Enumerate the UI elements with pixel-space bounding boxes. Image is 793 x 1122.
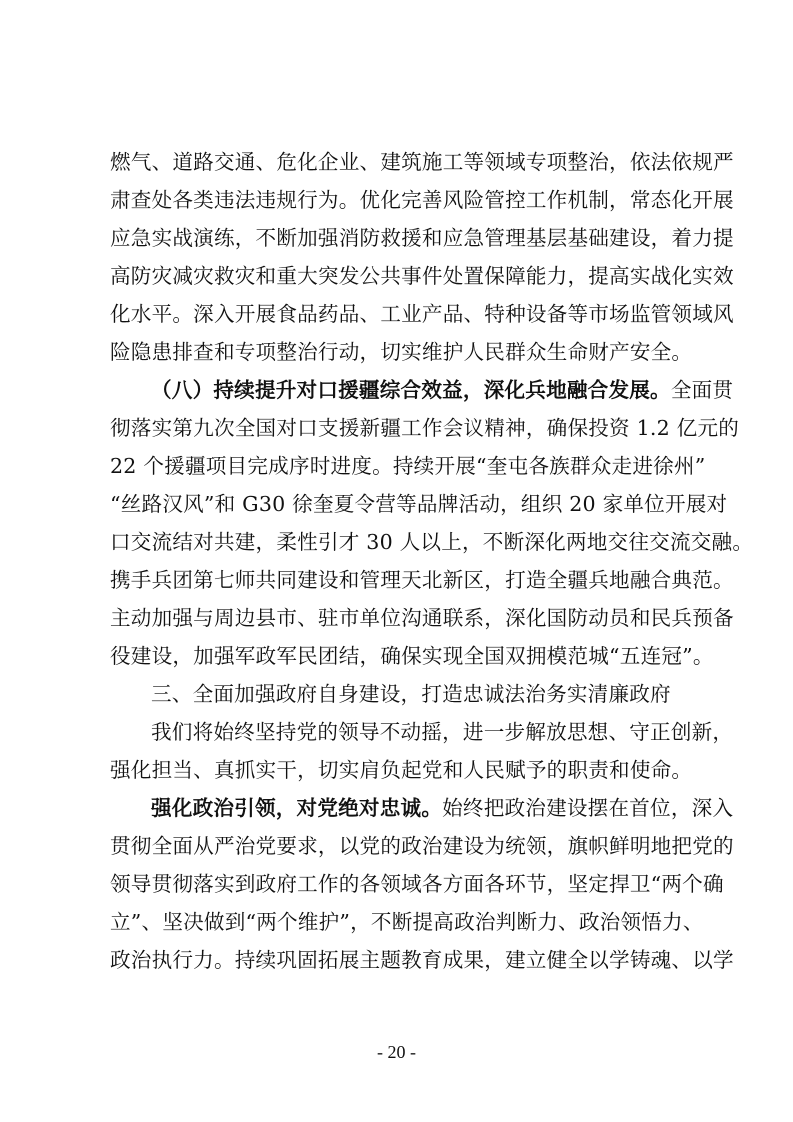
text-line: 立”、坚决做到“两个维护”，不断提高政治判断力、政治领悟力、 (110, 910, 704, 934)
text-line: 贯彻全面从严治党要求，以党的政治建设为统领，旗帜鲜明地把党的 (110, 834, 734, 858)
text-line: “丝路汉风”和 G30 徐奎夏令营等品牌活动，组织 20 家单位开展对 (110, 492, 728, 516)
text-line (110, 789, 734, 827)
text-line: 政治执行力。持续巩固拓展主题教育成果，建立健全以学铸魂、以学 (110, 948, 734, 972)
text-line: 口交流结对共建，柔性引才 30 人以上，不断深化两地交往交流交融。 (110, 530, 754, 554)
text-line: 应急实战演练，不断加强消防救援和应急管理基层基础建设，着力提 (110, 226, 734, 250)
page-number: - 20 - (377, 1042, 416, 1062)
paragraph-safety (110, 143, 734, 371)
text-line: 肃查处各类违法违规行为。优化完善风险管控工作机制，常态化开展 (110, 188, 734, 212)
text-line: 领导贯彻落实到政府工作的各领域各方面各环节，坚定捍卫“两个确 (110, 872, 724, 896)
paragraph-heading: （八）持续提升对口援疆综合效益，深化兵地融合发展。 (151, 378, 671, 402)
document-body (110, 143, 754, 979)
text-line: 22 个援疆项目完成序时进度。持续开展“奎屯各族群众走进徐州” (110, 454, 706, 478)
text-line: 役建设，加强军政军民团结，确保实现全国双拥模范城“五连冠”。 (110, 644, 714, 668)
text-run: 全面贯 (670, 378, 734, 402)
paragraph-heading: 强化政治引领，对党绝对忠诚。 (151, 796, 443, 820)
text-line (110, 371, 734, 409)
text-line: 我们将始终坚持党的领导不动摇，进一步解放思想、守正创新， (151, 720, 734, 744)
section-heading: 三、全面加强政府自身建设，打造忠诚法治务实清廉政府 (151, 682, 671, 706)
text-run: 始终把政治建设摆在首位，深入 (442, 796, 734, 820)
text-line: 高防灾减灾救灾和重大突发公共事件处置保障能力，提高实战化实效 (110, 264, 734, 288)
text-line: 强化担当、真抓实干，切实肩负起党和人民赋予的职责和使命。 (110, 758, 693, 782)
text-line: 携手兵团第七师共同建设和管理天北新区，打造全疆兵地融合典范。 (110, 568, 734, 592)
paragraph-political-leadership (110, 789, 734, 979)
text-line: 险隐患排查和专项整治行动，切实维护人民群众生命财产安全。 (110, 340, 693, 364)
paragraph-xinjiang-aid (110, 371, 754, 675)
text-line: 彻落实第九次全国对口支援新疆工作会议精神，确保投资 1.2 亿元的 (110, 416, 740, 440)
paragraph-commitment (110, 713, 734, 789)
text-line: 主动加强与周边县市、驻市单位沟通联系，深化国防动员和民兵预备 (110, 606, 734, 630)
text-line: 燃气、道路交通、危化企业、建筑施工等领域专项整治，依法依规严 (110, 150, 734, 174)
text-line: 化水平。深入开展食品药品、工业产品、特种设备等市场监管领域风 (110, 302, 734, 326)
